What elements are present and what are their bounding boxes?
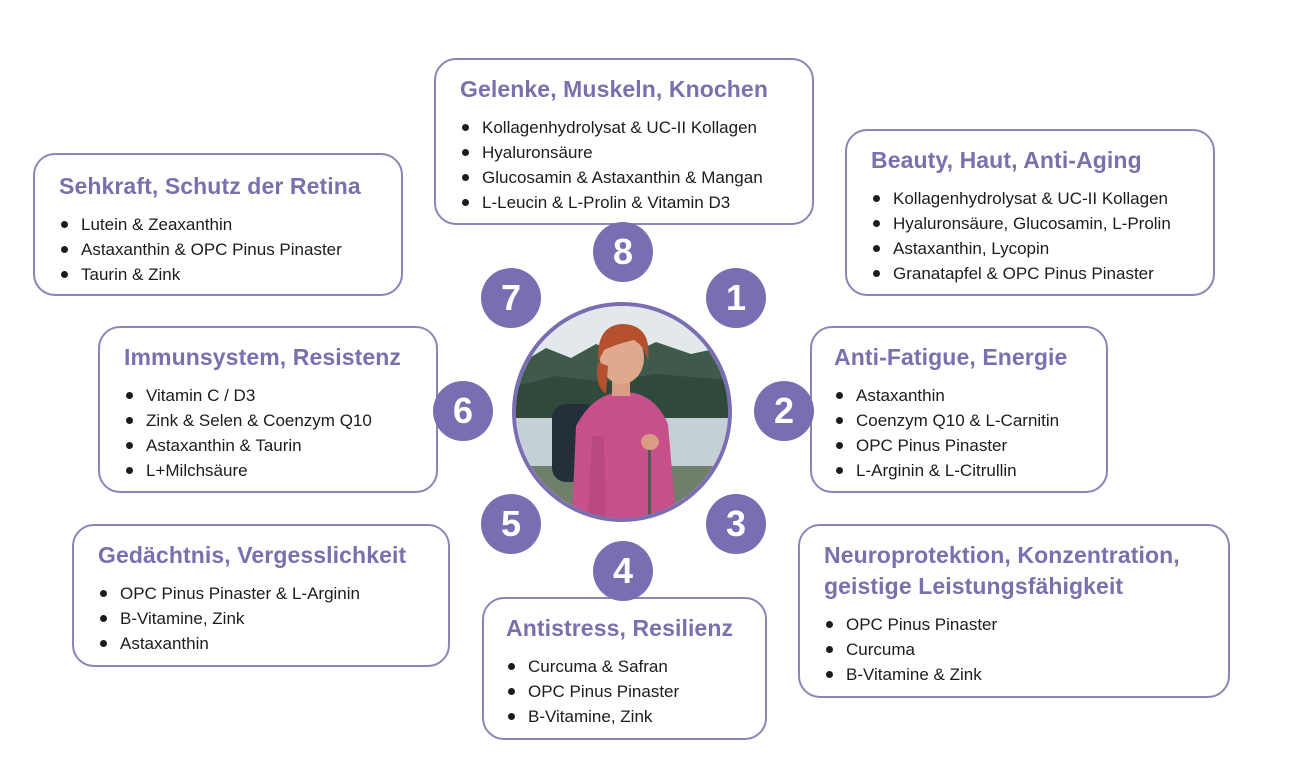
list-item: Taurin & Zink xyxy=(59,262,381,287)
list-item: B-Vitamine, Zink xyxy=(506,704,751,729)
list-item: Granatapfel & OPC Pinus Pinaster xyxy=(871,261,1193,286)
card-list xyxy=(871,186,1193,286)
list-item: B-Vitamine, Zink xyxy=(98,606,428,631)
list-item: Astaxanthin xyxy=(834,383,1090,408)
card-beauty-haut-anti-aging xyxy=(845,129,1215,296)
list-item: L-Leucin & L-Prolin & Vitamin D3 xyxy=(460,190,792,215)
card-list xyxy=(59,212,381,287)
list-item: Glucosamin & Astaxanthin & Mangan xyxy=(460,165,792,190)
list-item: Astaxanthin & OPC Pinus Pinaster xyxy=(59,237,381,262)
list-item: Kollagenhydrolysat & UC-II Kollagen xyxy=(871,186,1193,211)
number-badge-4: 4 xyxy=(593,541,653,601)
card-title: Sehkraft, Schutz der Retina xyxy=(59,173,361,199)
list-item: L+Milchsäure xyxy=(124,458,416,483)
card-neuroprotektion-konzentration xyxy=(798,524,1230,698)
card-title: Beauty, Haut, Anti-Aging xyxy=(871,147,1142,173)
list-item: Astaxanthin & Taurin xyxy=(124,433,416,458)
card-immunsystem-resistenz xyxy=(98,326,438,493)
list-item: Curcuma & Safran xyxy=(506,654,751,679)
card-title: Antistress, Resilienz xyxy=(506,615,734,641)
card-gelenke-muskeln-knochen xyxy=(434,58,814,225)
list-item: OPC Pinus Pinaster xyxy=(834,433,1090,458)
number-badge-8: 8 xyxy=(593,222,653,282)
card-list xyxy=(506,654,751,729)
card-gedaechtnis-vergesslichkeit xyxy=(72,524,450,667)
number-badge-6: 6 xyxy=(433,381,493,441)
card-title-line2: geistige Leistungsfähigkeit xyxy=(824,573,1124,599)
card-anti-fatigue-energie xyxy=(810,326,1108,493)
number-badge-7: 7 xyxy=(481,268,541,328)
card-antistress-resilienz xyxy=(482,597,767,740)
list-item: Coenzym Q10 & L-Carnitin xyxy=(834,408,1090,433)
list-item: Hyaluronsäure xyxy=(460,140,792,165)
list-item: OPC Pinus Pinaster & L-Arginin xyxy=(98,581,428,606)
card-list xyxy=(460,115,792,215)
list-item: Hyaluronsäure, Glucosamin, L-Prolin xyxy=(871,211,1193,236)
number-badge-3: 3 xyxy=(706,494,766,554)
list-item: Curcuma xyxy=(824,637,1210,662)
hiker-illustration xyxy=(516,306,728,518)
card-list xyxy=(824,612,1210,687)
number-badge-1: 1 xyxy=(706,268,766,328)
card-title: Neuroprotektion, Konzentration, xyxy=(824,542,1180,568)
card-sehkraft-retina xyxy=(33,153,403,296)
number-badge-5: 5 xyxy=(481,494,541,554)
card-list xyxy=(834,383,1090,483)
list-item: Astaxanthin xyxy=(98,631,428,656)
list-item: Vitamin C / D3 xyxy=(124,383,416,408)
list-item: Lutein & Zeaxanthin xyxy=(59,212,381,237)
list-item: L-Arginin & L-Citrullin xyxy=(834,458,1090,483)
card-title: Gelenke, Muskeln, Knochen xyxy=(460,76,768,102)
hiker-photo xyxy=(512,302,732,522)
list-item: OPC Pinus Pinaster xyxy=(824,612,1210,637)
number-badge-2: 2 xyxy=(754,381,814,441)
list-item: Zink & Selen & Coenzym Q10 xyxy=(124,408,416,433)
list-item: Astaxanthin, Lycopin xyxy=(871,236,1193,261)
list-item: Kollagenhydrolysat & UC-II Kollagen xyxy=(460,115,792,140)
card-title: Immunsystem, Resistenz xyxy=(124,344,402,370)
card-title: Gedächtnis, Vergesslichkeit xyxy=(98,542,407,568)
list-item: OPC Pinus Pinaster xyxy=(506,679,751,704)
card-list xyxy=(124,383,416,483)
list-item: B-Vitamine & Zink xyxy=(824,662,1210,687)
card-title: Anti-Fatigue, Energie xyxy=(834,344,1068,370)
card-list xyxy=(98,581,428,656)
